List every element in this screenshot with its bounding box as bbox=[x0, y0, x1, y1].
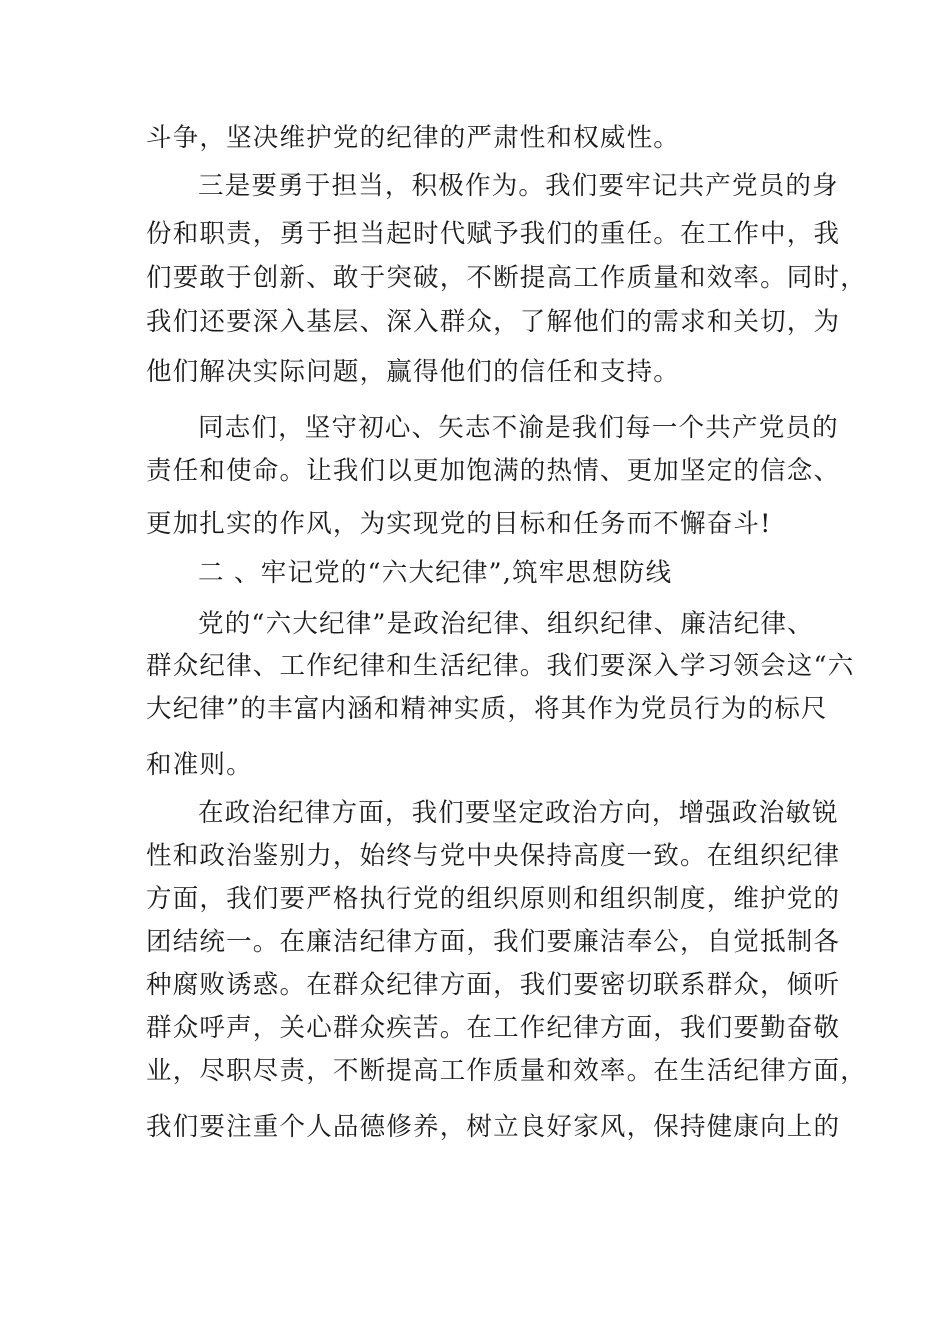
text-line: 他们解决实际问题，赢得他们的信任和支持。 bbox=[146, 357, 681, 387]
text-line: 团结统一。在廉洁纪律方面，我们要廉洁奉公，自觉抵制各 bbox=[146, 927, 841, 957]
text-line: 党的“六大纪律”是政治纪律、组织纪律、廉洁纪律、 bbox=[198, 609, 814, 639]
text-line: 更加扎实的作风，为实现党的目标和任务而不懈奋斗! bbox=[146, 509, 772, 539]
text-line: 三是要勇于担当，积极作为。我们要牢记共产党员的身 bbox=[198, 171, 839, 201]
text-line: 群众纪律、工作纪律和生活纪律。我们要深入学习领会这“六 bbox=[146, 651, 855, 681]
text-line: 斗争，坚决维护党的纪律的严肃性和权威性。 bbox=[146, 123, 681, 153]
text-line: 我们还要深入基层、深入群众，了解他们的需求和关切，为 bbox=[146, 307, 841, 337]
text-line: 份和职责，勇于担当起时代赋予我们的重任。在工作中，我 bbox=[146, 219, 841, 249]
text-line: 责任和使命。让我们以更加饱满的热情、更加坚定的信念、 bbox=[146, 456, 841, 486]
text-line: 们要敢于创新、敢于突破，不断提高工作质量和效率。同时， bbox=[146, 263, 867, 293]
text-line: 和准则。 bbox=[146, 750, 253, 780]
text-line: 业，尽职尽责，不断提高工作质量和效率。在生活纪律方面， bbox=[146, 1056, 867, 1086]
text-line: 性和政治鉴别力，始终与党中央保持高度一致。在组织纪律 bbox=[146, 841, 841, 871]
text-line: 种腐败诱惑。在群众纪律方面，我们要密切联系群众，倾听 bbox=[146, 970, 841, 1000]
text-line: 我们要注重个人品德修养，树立良好家风，保持健康向上的 bbox=[146, 1112, 841, 1142]
text-line: 在政治纪律方面，我们要坚定政治方向，增强政治敏锐 bbox=[198, 798, 839, 828]
text-line: 同志们，坚守初心、矢志不渝是我们每一个共产党员的 bbox=[198, 413, 839, 443]
text-line: 大纪律”的丰富内涵和精神实质，将其作为党员行为的标尺 bbox=[146, 694, 828, 724]
text-line: 群众呼声，关心群众疾苦。在工作纪律方面，我们要勤奋敬 bbox=[146, 1013, 841, 1043]
section-heading: 二 、牢记党的“六大纪律”,筑牢思想防线 bbox=[198, 558, 673, 588]
text-line: 方面，我们要严格执行党的组织原则和组织制度，维护党的 bbox=[146, 884, 841, 914]
